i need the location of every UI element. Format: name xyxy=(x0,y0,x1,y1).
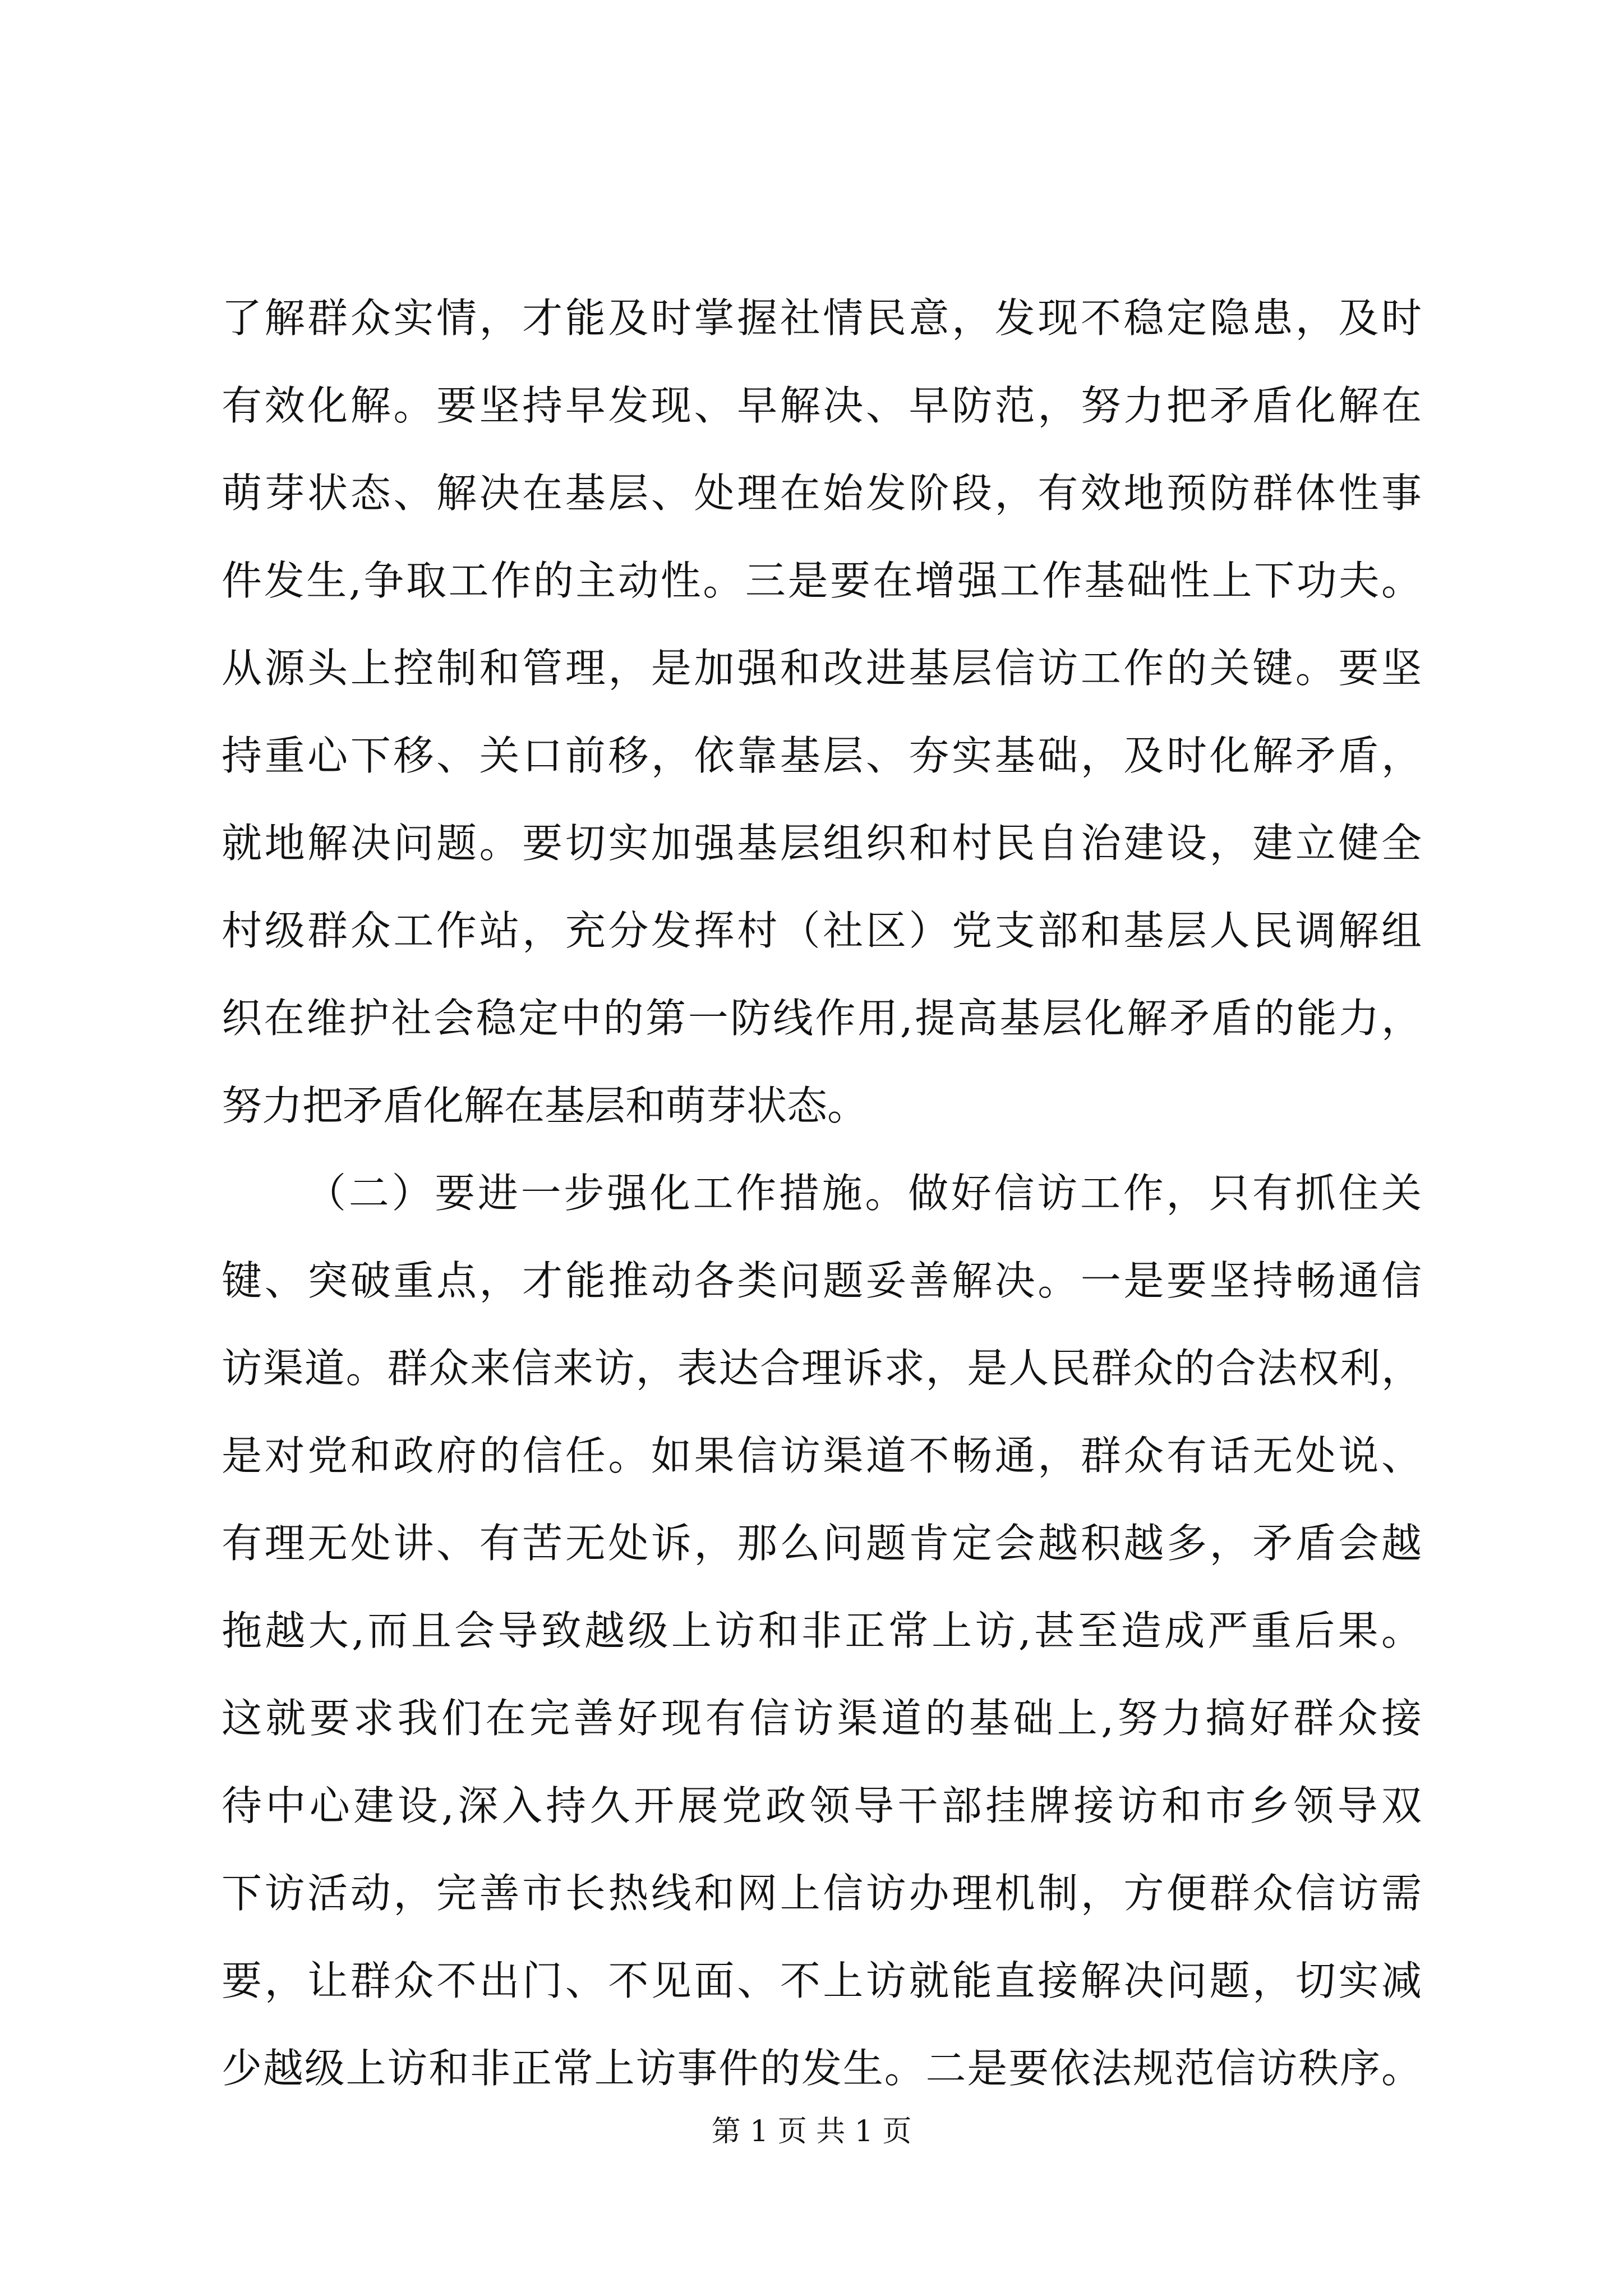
text-line: 从源头上控制和管理，是加强和改进基层信访工作的关键。要坚 xyxy=(222,645,1422,692)
text-line: 要，让群众不出门、不见面、不上访就能直接解决问题，切实减 xyxy=(222,1957,1422,2004)
text-line: 访渠道。群众来信来访，表达合理诉求，是人民群众的合法权利， xyxy=(222,1345,1422,1392)
text-line: 这就要求我们在完善好现有信访渠道的基础上,努力搞好群众接 xyxy=(222,1695,1422,1742)
text-line: 下访活动，完善市长热线和网上信访办理机制，方便群众信访需 xyxy=(222,1870,1422,1917)
page-footer: 第 1 页 共 1 页 xyxy=(711,2115,912,2148)
text-line: （二）要进一步强化工作措施。做好信访工作，只有抓住关 xyxy=(306,1170,1422,1217)
text-line: 有理无处讲、有苦无处诉，那么问题肯定会越积越多，矛盾会越 xyxy=(222,1520,1422,1567)
text-line: 是对党和政府的信任。如果信访渠道不畅通，群众有话无处说、 xyxy=(222,1432,1422,1479)
text-line: 件发生,争取工作的主动性。三是要在增强工作基础性上下功夫。 xyxy=(222,557,1422,604)
document-body xyxy=(222,296,1422,2134)
text-line: 努力把矛盾化解在基层和萌芽状态。 xyxy=(222,1082,868,1129)
text-line: 村级群众工作站，充分发挥村（社区）党支部和基层人民调解组 xyxy=(222,907,1422,954)
text-line: 拖越大,而且会导致越级上访和非正常上访,甚至造成严重后果。 xyxy=(222,1607,1422,1654)
text-line: 织在维护社会稳定中的第一防线作用,提高基层化解矛盾的能力， xyxy=(222,995,1422,1042)
text-line: 少越级上访和非正常上访事件的发生。二是要依法规范信访秩序。 xyxy=(222,2045,1422,2092)
text-line: 持重心下移、关口前移，依靠基层、夯实基础，及时化解矛盾， xyxy=(222,732,1422,779)
text-line: 了解群众实情，才能及时掌握社情民意，发现不稳定隐患，及时 xyxy=(222,295,1422,342)
text-line: 有效化解。要坚持早发现、早解决、早防范，努力把矛盾化解在 xyxy=(222,382,1422,429)
text-line: 萌芽状态、解决在基层、处理在始发阶段，有效地预防群体性事 xyxy=(222,470,1422,517)
text-line: 就地解决问题。要切实加强基层组织和村民自治建设，建立健全 xyxy=(222,820,1422,867)
text-line: 键、突破重点，才能推动各类问题妥善解决。一是要坚持畅通信 xyxy=(222,1257,1422,1304)
text-line: 待中心建设,深入持久开展党政领导干部挂牌接访和市乡领导双 xyxy=(222,1782,1422,1829)
